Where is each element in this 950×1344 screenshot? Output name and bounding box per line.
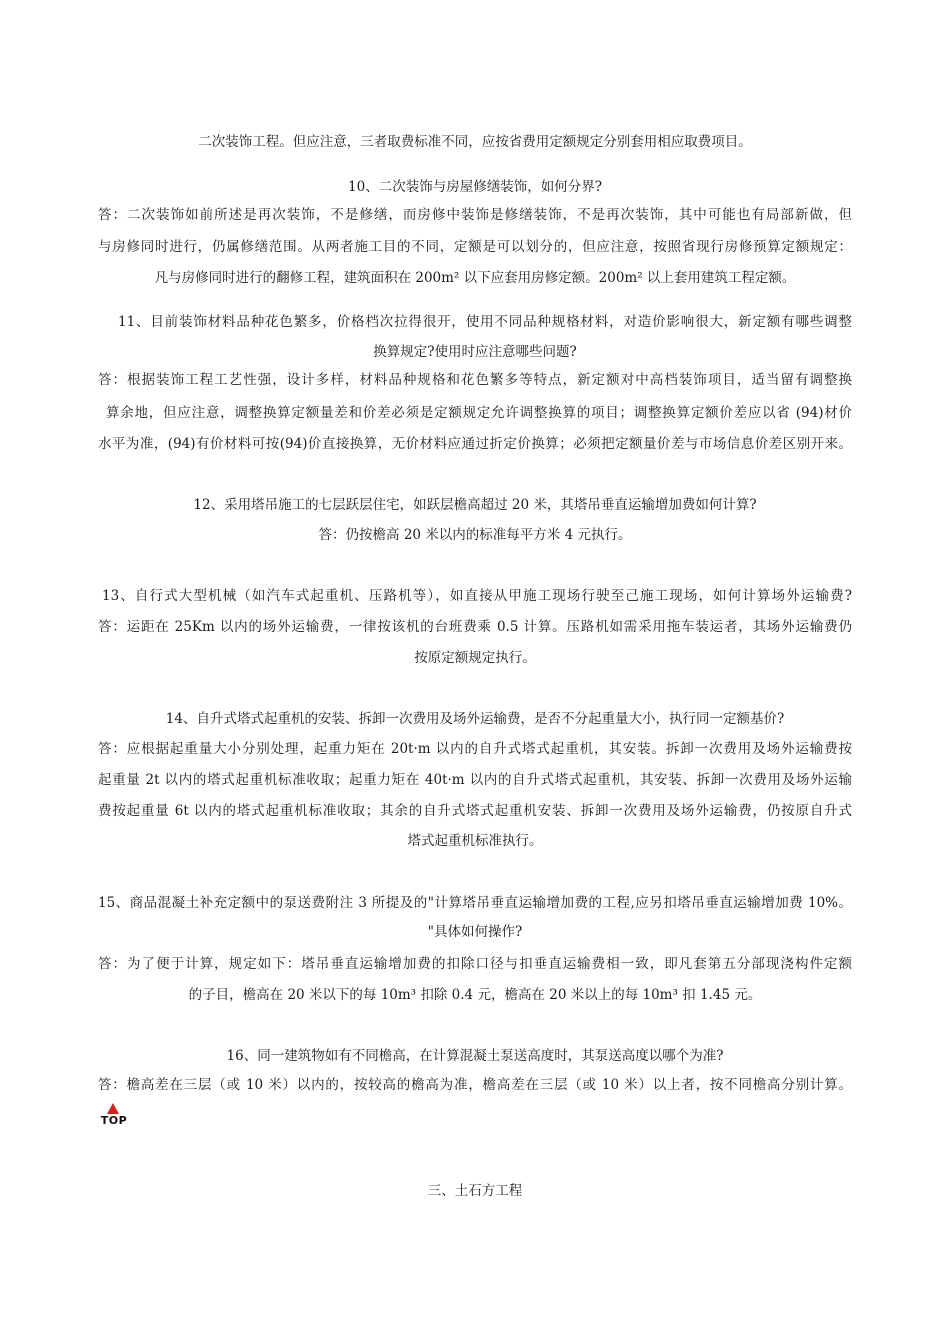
answer-10-line: 凡与房修同时进行的翻修工程，建筑面积在 200m² 以下应套用房修定额。200m² 以上套用建筑工程定额。 [154, 270, 796, 286]
up-triangle-icon [107, 1103, 119, 1114]
answer-10-line: 答：二次装饰如前所述是再次装饰，不是修缮，而房修中装饰是修缮装饰，不是再次装饰，其中可能也有局部新做，但 [98, 207, 852, 223]
answer-15-line: 答：为了便于计算，规定如下：塔吊垂直运输增加费的扣除口径与扣垂直运输费相一致，即凡套第五分部现浇构件定额 [98, 956, 852, 972]
question-12-heading: 12、采用塔吊施工的七层跃层住宅，如跃层檐高超过 20 米，其塔吊垂直运输增加费如何计算? [193, 497, 757, 513]
section-heading: 三、土石方工程 [427, 1183, 523, 1199]
answer-14-line: 塔式起重机标准执行。 [407, 833, 543, 849]
answer-14-line: 费按起重量 6t 以内的塔式起重机标准收取；其余的自升式塔式起重机安装、拆卸一次费用及场外运输费，仍按原自升式 [98, 803, 852, 819]
question-14-heading: 14、自升式塔式起重机的安装、拆卸一次费用及场外运输费，是否不分起重量大小，执行同一定额基价? [165, 711, 785, 727]
answer-11-line: 水平为准，(94)有价材料可按(94)价直接换算，无价材料应通过折定价换算；必须把定额量价差与市场信息价差区别开来。 [98, 436, 852, 452]
answer-15-line: 的子目，檐高在 20 米以下的每 10m³ 扣除 0.4 元，檐高在 20 米以上的每 10m³ 扣 1.45 元。 [188, 987, 762, 1003]
question-11-heading-cont: 换算规定?使用时应注意哪些问题? [373, 344, 577, 360]
answer-14-line: 答：应根据起重量大小分别处理，起重力矩在 20t·m 以内的自升式塔式起重机，其安装。拆卸一次费用及场外运输费按 [98, 741, 852, 757]
answer-14-line: 起重量 2t 以内的塔式起重机标准收取；起重力矩在 40t·m 以内的自升式塔式起重机，其安装、拆卸一次费用及场外运输 [98, 772, 852, 788]
question-16-heading: 16、同一建筑物如有不同檐高，在计算混凝土泵送高度时，其泵送高度以哪个为准? [226, 1048, 724, 1064]
answer-11-line: 答：根据装饰工程工艺性强，设计多样，材料品种规格和花色繁多等特点，新定额对中高档装饰项目，适当留有调整换 [98, 372, 852, 388]
top-label: TOP [100, 1114, 128, 1127]
paragraph-line: 二次装饰工程。但应注意，三者取费标准不同，应按省费用定额规定分别套用相应取费项目。 [198, 134, 752, 150]
answer-11-line: 算余地，但应注意，调整换算定额量差和价差必须是定额规定允许调整换算的项目；调整换算定额价差应以省 (94)材价 [106, 405, 852, 421]
answer-16-line: 答：檐高差在三层（或 10 米）以内的，按较高的檐高为准，檐高差在三层（或 10 米）以上者，按不同檐高分别计算。 [98, 1077, 852, 1093]
answer-12-line: 答：仍按檐高 20 米以内的标准每平方米 4 元执行。 [318, 527, 632, 543]
question-10-heading: 10、二次装饰与房屋修缮装饰，如何分界? [348, 179, 602, 195]
answer-13-line: 答：运距在 25Km 以内的场外运输费，一律按该机的台班费乘 0.5 计算。压路机如需采用拖车装运者，其场外运输费仍 [98, 619, 852, 635]
question-11-heading: 11、目前装饰材料品种花色繁多，价格档次拉得很开，使用不同品种规格材料，对造价影响很大，新定额有哪些调整 [118, 314, 852, 330]
answer-13-line: 按原定额规定执行。 [414, 650, 536, 666]
back-to-top-link[interactable] [97, 1103, 131, 1129]
question-13-heading: 13、自行式大型机械（如汽车式起重机、压路机等），如直接从甲施工现场行驶至己施工现场，如何计算场外运输费? [102, 588, 852, 604]
question-15-heading-cont: "具体如何操作? [427, 924, 523, 940]
answer-10-line: 与房修同时进行，仍属修缮范围。从两者施工目的不同，定额是可以划分的，但应注意，按照省现行房修预算定额规定： [98, 239, 852, 255]
question-15-heading: 15、商品混凝土补充定额中的泵送费附注 3 所提及的"计算塔吊垂直运输增加费的工程,应另扣塔吊垂直运输增加费 10%。 [98, 895, 852, 911]
